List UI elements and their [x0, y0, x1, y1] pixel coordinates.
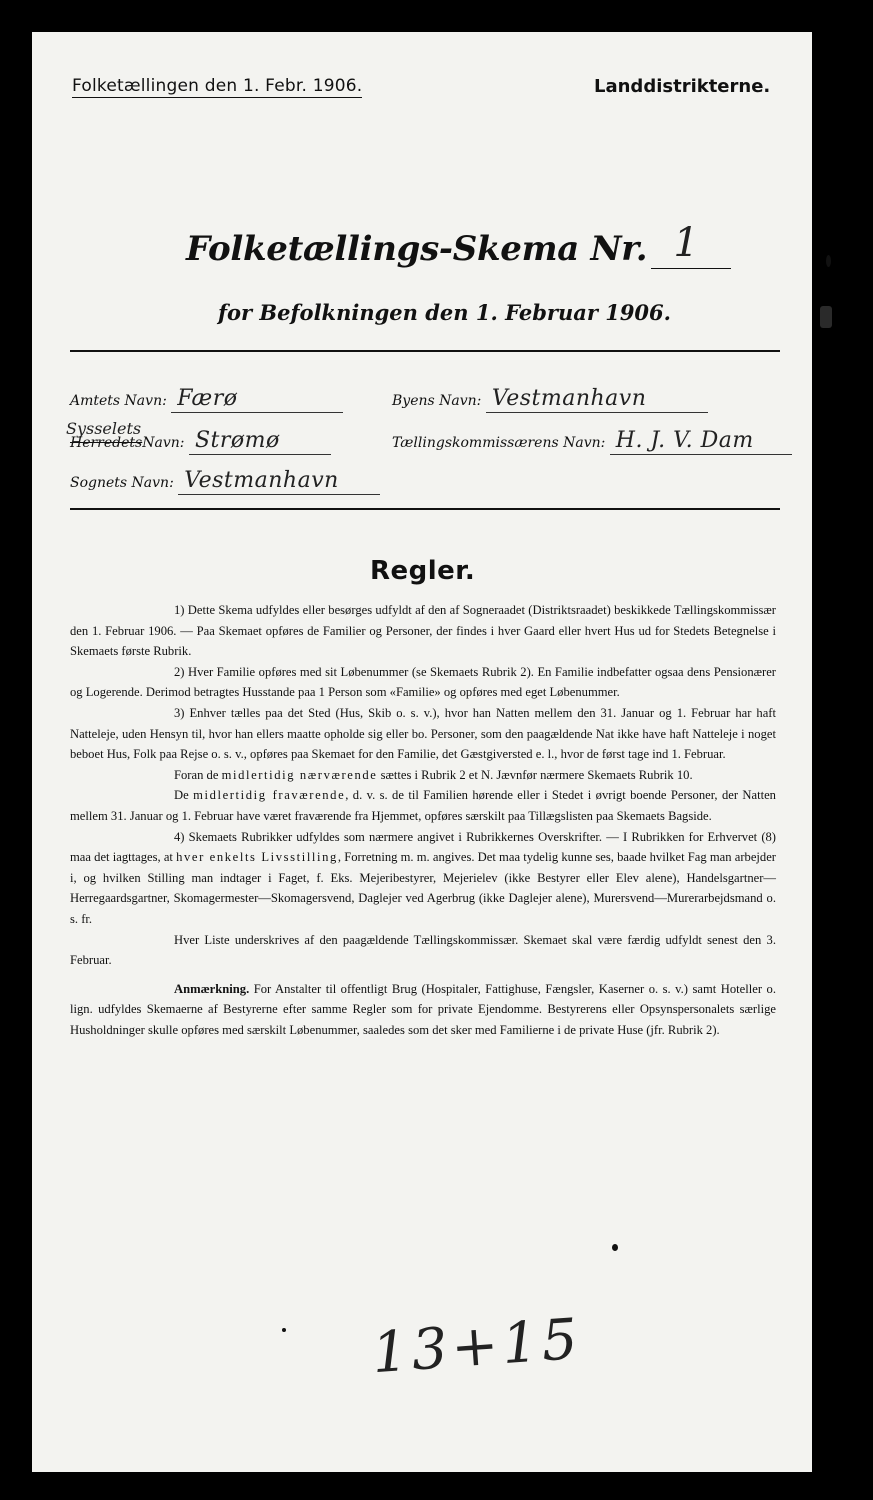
syssel-value: Strømø [189, 428, 331, 455]
sogn-label: Sognets Navn: [70, 475, 174, 491]
census-form-page [32, 32, 812, 1472]
syssel-handwritten-label: Sysselets [66, 419, 142, 438]
amt-value: Færø [171, 386, 343, 413]
rule-4-pre: 4) Skemaets Rubrikker udfyldes som nærmere angivet i Rubrikkernes Overskrifter. — I Rubrikken for Erhvervet (8) maa det iagttages, at [70, 829, 776, 865]
film-speck [826, 255, 831, 267]
syssel-label-group [66, 419, 143, 451]
rule-3c-post: , d. v. s. de til Familien hørende eller i Stedet i øvrigt boende Personer, der Natten mellem 31. Januar og 1. Februar have været fraværende fra Hjemmet, opføres særskilt paa Tillægslisten paa Skemaets Bagside. [70, 788, 776, 823]
rule-3c [70, 785, 776, 826]
herred-label-struck: Herredets [70, 435, 143, 451]
rule-1: 1) Dette Skema udfyldes eller besørges udfyldt af den af Sogneraadet (Distriktsraadet) beskikkede Tællingskommissær den 1. Februar 1906. — Paa Skemaet opføres de Familier og Personer, der findes i hver Gaard eller hvert Hus ud for Stedets Betegnelse i Skemaets første Rubrik. [70, 603, 776, 659]
ink-speck [282, 1328, 286, 1332]
rule-4-post: , Forretning m. m. angives. Det maa tydelig kunne ses, baade hvilket Fag man arbejder i, og hvilken Stilling man indtager i Faget, f. Eks. Mejeribestyrer, Mejerielev (ikke Bestyrer eller Elev alene), Handelsgartner—Herregaardsgartner, Skomagermester—Skomagersvend, Daglejer ved Agerbrug (ikke Daglejer alene), Murersvend—Murerarbejdsmand o. s. fr. [70, 850, 776, 926]
rule-3: 3) Enhver tælles paa det Sted (Hus, Skib o. s. v.), hvor han Natten mellem den 31. Januar og 1. Februar har haft Natteleje, uden Hensyn til, hvor han ellers maatte opholde sig eller bo. Personer, som den paagældende Nat ikke have haft Natteleje i noget beboet Hus, Folk paa Rejse o. s. v., opføres paa Skemaet for den Familie, det Gæstgiversted e. l., hvor de først tage ind 1. Februar. [70, 705, 776, 762]
rules-section [70, 600, 776, 1040]
anmaerkning-label: Anmærkning. [174, 981, 250, 996]
byen-field [392, 386, 708, 413]
ink-speck [612, 1244, 618, 1251]
form-title-row [186, 220, 731, 269]
rule-3c-pre: De [174, 788, 194, 803]
amt-field [70, 386, 343, 413]
header-district-type: Landdistrikterne. [594, 76, 771, 97]
rule-3b-post: sættes i Rubrik 2 et N. Jævnfør nærmere Skemaets Rubrik 10. [377, 767, 693, 782]
rule-3b-pre: Foran de [174, 767, 222, 782]
navn-label: Navn: [142, 435, 185, 451]
form-subtitle: for Befolkningen den 1. Februar 1906. [218, 300, 671, 325]
rule-3b [70, 765, 776, 786]
regler-heading: Regler. [370, 556, 476, 586]
divider-top [70, 350, 780, 352]
rule-4 [70, 827, 776, 930]
sogn-value: Vestmanhavn [178, 468, 380, 495]
header-census-date: Folketællingen den 1. Febr. 1906. [72, 76, 363, 96]
amt-label: Amtets Navn: [70, 393, 167, 409]
divider-bottom [70, 508, 780, 510]
syssel-field [66, 419, 331, 455]
rule-3c-spaced: midlertidig fraværende [193, 788, 346, 803]
kommissaer-field [392, 428, 792, 455]
form-title: Folketællings-Skema Nr. [186, 229, 648, 269]
rule-4-spaced: hver enkelts Livsstilling [176, 850, 338, 865]
handwritten-note: 13+15 [369, 1306, 584, 1387]
anmaerkning [70, 979, 776, 1041]
byen-label: Byens Navn: [392, 393, 482, 409]
rule-4b: Hver Liste underskrives af den paagældende Tællingskommissær. Skemaet skal være færdig udfyldt senest den 3. Februar. [70, 932, 776, 968]
form-number-value: 1 [673, 220, 699, 266]
film-speck [820, 306, 832, 328]
kommissaer-value: H. J. V. Dam [610, 428, 792, 455]
form-number-field [651, 220, 731, 269]
anmaerkning-text: For Anstalter til offentligt Brug (Hospitaler, Fattighuse, Fængsler, Kaserner o. s. v.) samt Hoteller o. lign. udfyldes Skemaerne af Bestyrerne efter samme Regler som for private Ejendomme. Bestyrerens eller Opsynspersonalets særlige Husholdninger skulle opføres med særskilt Løbenummer, saaledes som det sker med Familierne i de private Huse (jfr. Rubrik 2). [70, 981, 776, 1037]
rule-2: 2) Hver Familie opføres med sit Løbenummer (se Skemaets Rubrik 2). En Familie indbefatter ogsaa dens Pensionærer og Logerende. Derimod betragtes Husstande paa 1 Person som «Familie» og opføres med eget Løbenummer. [70, 664, 776, 700]
kommissaer-label: Tællingskommissærens Navn: [392, 435, 606, 451]
rule-3b-spaced: midlertidig nærværende [221, 767, 378, 782]
sogn-field [70, 468, 380, 495]
byen-value: Vestmanhavn [486, 386, 708, 413]
